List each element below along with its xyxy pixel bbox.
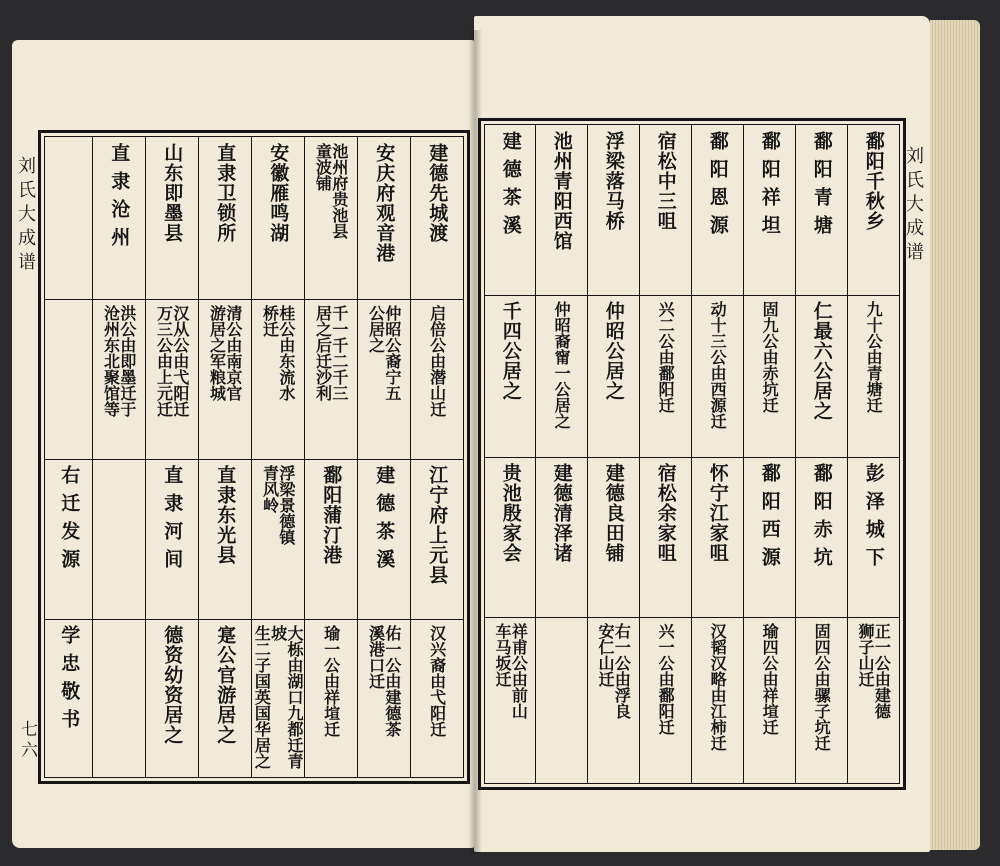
cell-text: 鄱阳蒲汀港 bbox=[320, 465, 343, 565]
page-edge-stack bbox=[930, 20, 980, 850]
cell-destination bbox=[304, 465, 357, 615]
cell-destination bbox=[691, 463, 743, 613]
cell-text: 建德先城渡 bbox=[426, 143, 449, 243]
cell-text: 浮梁景德镇 青风岭 bbox=[260, 465, 296, 545]
table-column bbox=[795, 125, 847, 783]
cell-text: 鄱阳青塘 bbox=[810, 131, 833, 243]
cell-text: 池州府贵池县 童波铺 bbox=[313, 143, 349, 239]
cell-text: 江宁府上元县 bbox=[426, 465, 449, 585]
cell-migration bbox=[410, 305, 463, 455]
column-divider bbox=[304, 137, 305, 777]
cell-text: 洪公由即墨迁于 沧州东北聚馆等 bbox=[101, 305, 137, 417]
cell-text: 寔公官游居之 bbox=[214, 625, 237, 745]
cell-descendants bbox=[847, 623, 899, 779]
cell-descendants bbox=[45, 625, 92, 773]
table-column bbox=[304, 137, 357, 777]
cell-origin bbox=[92, 143, 145, 295]
cell-text: 贵池殷家会 bbox=[499, 463, 522, 563]
column-divider bbox=[639, 125, 640, 783]
table-column bbox=[485, 125, 535, 783]
cell-text: 祥甫公由前山 车马坂迁 bbox=[493, 623, 529, 719]
column-divider bbox=[795, 125, 796, 783]
cell-text: 仲昭裔甯一公居之 bbox=[552, 301, 572, 429]
cell-descendants bbox=[485, 623, 535, 779]
cell-descendants bbox=[410, 625, 463, 773]
cell-destination bbox=[587, 463, 639, 613]
left-genealogy-table bbox=[38, 130, 470, 784]
cell-descendants bbox=[639, 623, 691, 779]
right-genealogy-table bbox=[478, 118, 906, 790]
cell-text: 鄱阳千秋乡 bbox=[862, 131, 885, 231]
cell-origin bbox=[485, 131, 535, 291]
cell-text: 瑜一公由祥塇迁 bbox=[321, 625, 341, 737]
cell-text: 建德茶溪 bbox=[373, 465, 396, 577]
column-divider bbox=[587, 125, 588, 783]
cell-origin bbox=[198, 143, 251, 295]
cell-text: 建德茶溪 bbox=[499, 131, 522, 243]
column-divider bbox=[357, 137, 358, 777]
cell-destination bbox=[410, 465, 463, 615]
cell-text: 动十三公由西源迁 bbox=[708, 301, 728, 429]
cell-migration bbox=[92, 305, 145, 455]
table-column bbox=[251, 137, 304, 777]
cell-text: 学忠敬书 bbox=[58, 625, 81, 737]
table-column bbox=[92, 137, 145, 777]
cell-migration bbox=[304, 305, 357, 455]
cell-text: 九十公由青塘迁 bbox=[864, 301, 884, 413]
cell-migration bbox=[743, 301, 795, 453]
cell-text: 兴二公由鄱阳迁 bbox=[656, 301, 676, 413]
cell-destination bbox=[145, 465, 198, 615]
cell-origin bbox=[847, 131, 899, 291]
cell-text: 正一公由建德 狮子山迁 bbox=[856, 623, 892, 719]
cell-text: 桂公由东流水 桥迁 bbox=[260, 305, 296, 401]
table-column bbox=[587, 125, 639, 783]
cell-text: 鄱阳恩源 bbox=[706, 131, 729, 243]
cell-origin bbox=[304, 143, 357, 295]
column-divider bbox=[410, 137, 411, 777]
page-number: 七六 bbox=[17, 720, 37, 762]
cell-text: 浮梁落马桥 bbox=[602, 131, 625, 231]
cell-origin bbox=[45, 143, 92, 295]
cell-text: 德资幼资居之 bbox=[161, 625, 184, 745]
cell-text: 池州青阳西馆 bbox=[550, 131, 573, 251]
table-column bbox=[45, 137, 92, 777]
cell-text: 佑一公由建德茶 溪港口迁 bbox=[366, 625, 402, 737]
cell-descendants bbox=[304, 625, 357, 773]
cell-text: 右迁发源 bbox=[58, 465, 81, 577]
cell-destination bbox=[535, 463, 587, 613]
cell-text: 汉兴裔由弋阳迁 bbox=[427, 625, 447, 737]
cell-descendants bbox=[198, 625, 251, 773]
cell-text: 瑜四公由祥塇迁 bbox=[760, 623, 780, 735]
table-column bbox=[535, 125, 587, 783]
cell-text: 直隶沧州 bbox=[108, 143, 131, 255]
cell-migration bbox=[45, 305, 92, 455]
cell-migration bbox=[639, 301, 691, 453]
cell-migration bbox=[847, 301, 899, 453]
cell-migration bbox=[357, 305, 410, 455]
cell-descendants bbox=[145, 625, 198, 773]
cell-destination bbox=[92, 465, 145, 615]
cell-text: 汉韬汉略由江柿迁 bbox=[708, 623, 728, 751]
column-divider bbox=[743, 125, 744, 783]
cell-descendants bbox=[251, 625, 304, 773]
cell-text: 直隶卫锁所 bbox=[214, 143, 237, 243]
cell-migration bbox=[587, 301, 639, 453]
cell-text: 仲昭公居之 bbox=[602, 301, 625, 401]
cell-text: 兴一公由鄱阳迁 bbox=[656, 623, 676, 735]
cell-destination bbox=[743, 463, 795, 613]
table-column bbox=[639, 125, 691, 783]
cell-text: 安徽雁鸣湖 bbox=[267, 143, 290, 243]
cell-text: 怀宁江家咀 bbox=[706, 463, 729, 563]
cell-text: 仲昭公裔宁五 公居之 bbox=[366, 305, 402, 401]
cell-descendants bbox=[357, 625, 410, 773]
column-divider bbox=[251, 137, 252, 777]
cell-text: 右一公由浮良 安仁山迁 bbox=[596, 623, 632, 719]
cell-text: 仁最六公居之 bbox=[810, 301, 833, 421]
table-column bbox=[145, 137, 198, 777]
cell-text: 安庆府观音港 bbox=[373, 143, 396, 263]
cell-text: 大栎由湖口九都迁青坡 生二子国英国华居之 bbox=[252, 625, 304, 769]
cell-migration bbox=[691, 301, 743, 453]
column-divider bbox=[691, 125, 692, 783]
cell-text: 宿松中三咀 bbox=[654, 131, 677, 231]
cell-migration bbox=[251, 305, 304, 455]
cell-migration bbox=[198, 305, 251, 455]
cell-text: 宿松余家咀 bbox=[654, 463, 677, 563]
cell-descendants bbox=[795, 623, 847, 779]
cell-migration bbox=[145, 305, 198, 455]
cell-descendants bbox=[587, 623, 639, 779]
cell-descendants bbox=[743, 623, 795, 779]
right-margin-title: 刘氏大成谱 bbox=[903, 146, 924, 266]
cell-text: 鄱阳西源 bbox=[758, 463, 781, 575]
cell-origin bbox=[410, 143, 463, 295]
table-column bbox=[357, 137, 410, 777]
column-divider bbox=[145, 137, 146, 777]
column-divider bbox=[92, 137, 93, 777]
table-column bbox=[691, 125, 743, 783]
cell-migration bbox=[485, 301, 535, 453]
cell-text: 彭泽城下 bbox=[862, 463, 885, 575]
column-divider bbox=[535, 125, 536, 783]
cell-migration bbox=[535, 301, 587, 453]
cell-text: 建德清泽诸 bbox=[550, 463, 573, 563]
cell-text: 固九公由赤坑迁 bbox=[760, 301, 780, 413]
cell-destination bbox=[795, 463, 847, 613]
cell-destination bbox=[45, 465, 92, 615]
cell-text: 山东即墨县 bbox=[161, 143, 184, 243]
cell-descendants bbox=[691, 623, 743, 779]
cell-destination bbox=[639, 463, 691, 613]
cell-destination bbox=[198, 465, 251, 615]
cell-migration bbox=[795, 301, 847, 453]
cell-text: 千四公居之 bbox=[499, 301, 522, 401]
table-column bbox=[847, 125, 899, 783]
cell-origin bbox=[535, 131, 587, 291]
cell-text: 直隶河间 bbox=[161, 465, 184, 577]
cell-text: 建德良田铺 bbox=[602, 463, 625, 563]
cell-destination bbox=[251, 465, 304, 615]
column-divider bbox=[198, 137, 199, 777]
cell-text: 固四公由骡子坑迁 bbox=[812, 623, 832, 751]
cell-origin bbox=[795, 131, 847, 291]
cell-origin bbox=[587, 131, 639, 291]
column-divider bbox=[847, 125, 848, 783]
cell-destination bbox=[357, 465, 410, 615]
left-margin-title: 刘氏大成谱 bbox=[15, 156, 36, 276]
table-column bbox=[198, 137, 251, 777]
cell-text: 汉从公由弋阳迁 万三公由上元迁 bbox=[154, 305, 190, 417]
cell-origin bbox=[639, 131, 691, 291]
cell-origin bbox=[145, 143, 198, 295]
cell-text: 鄱阳祥坦 bbox=[758, 131, 781, 243]
cell-descendants bbox=[535, 623, 587, 779]
cell-origin bbox=[357, 143, 410, 295]
cell-text: 启倍公由潜山迁 bbox=[427, 305, 447, 417]
cell-destination bbox=[485, 463, 535, 613]
cell-text: 直隶东光县 bbox=[214, 465, 237, 565]
cell-origin bbox=[251, 143, 304, 295]
table-column bbox=[743, 125, 795, 783]
table-column bbox=[410, 137, 463, 777]
cell-destination bbox=[847, 463, 899, 613]
cell-origin bbox=[691, 131, 743, 291]
cell-text: 千一千二千三 居之后迁沙利 bbox=[313, 305, 349, 401]
cell-descendants bbox=[92, 625, 145, 773]
cell-text: 鄱阳赤坑 bbox=[810, 463, 833, 575]
cell-text: 清公由南京官 游居之军粮城 bbox=[207, 305, 243, 401]
cell-origin bbox=[743, 131, 795, 291]
